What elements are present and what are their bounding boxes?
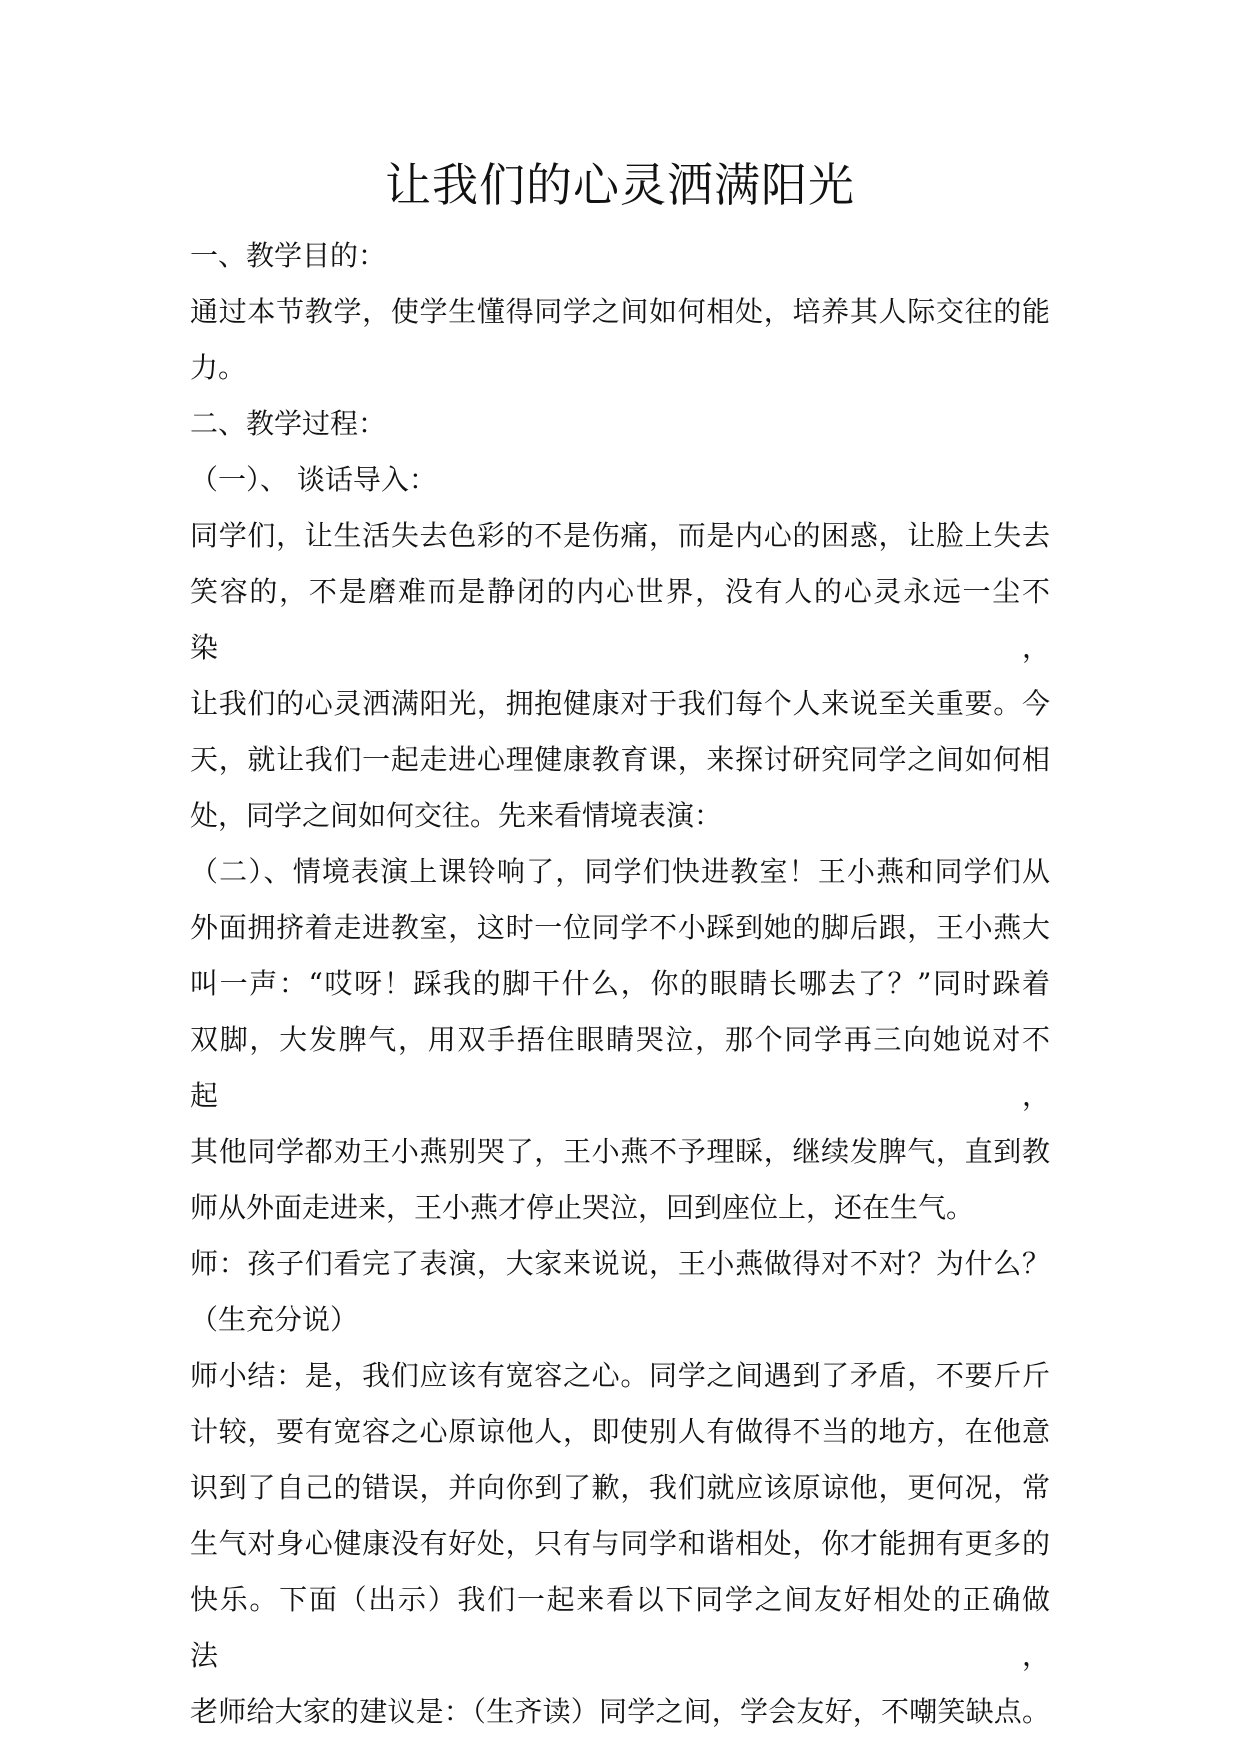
paragraph-line: 师小结：是，我们应该有宽容之心。同学之间遇到了矛盾，不要斤斤 [190,1359,1050,1392]
document-page [190,150,1050,1740]
paragraph-line: 双脚，大发脾气，用双手捂住眼睛哭泣，那个同学再三向她说对不起， [190,1023,1050,1112]
paragraph-line: 老师给大家的建议是：（生齐读）同学之间，学会友好，不嘲笑缺点。 [190,1695,1050,1728]
section-heading-goal: 一、教学目的： [190,239,387,272]
paragraph-line: 让我们的心灵洒满阳光，拥抱健康对于我们每个人来说至关重要。今 [190,687,1050,720]
paragraph-line: （生充分说） [190,1303,359,1336]
paragraph-line: 其他同学都劝王小燕别哭了，王小燕不予理睬，继续发脾气，直到教 [190,1135,1050,1168]
paragraph-line: 叫一声：“哎呀！踩我的脚干什么，你的眼睛长哪去了？”同时跺着 [190,967,1050,1000]
subsection-heading-intro: （一）、 谈话导入： [190,463,437,496]
paragraph-line: 通过本节教学，使学生懂得同学之间如何相处，培养其人际交往的能 [190,295,1050,328]
paragraph-line: 处，同学之间如何交往。先来看情境表演： [190,799,723,832]
paragraph-line: 同学们，让生活失去色彩的不是伤痛，而是内心的困惑，让脸上失去 [190,519,1050,552]
paragraph-line: 外面拥挤着走进教室，这时一位同学不小踩到她的脚后跟，王小燕大 [190,911,1050,944]
paragraph-line: 计较，要有宽容之心原谅他人，即使别人有做得不当的地方，在他意 [190,1415,1050,1448]
paragraph-line: 师：孩子们看完了表演，大家来说说，王小燕做得对不对？为什么？ [190,1247,1050,1280]
section-heading-process: 二、教学过程： [190,407,387,440]
paragraph-line: 快乐。下面（出示）我们一起来看以下同学之间友好相处的正确做法， [190,1583,1050,1672]
paragraph-line: 识到了自己的错误，并向你到了歉，我们就应该原谅他，更何况，常 [190,1471,1050,1504]
paragraph-line: （二）、情境表演上课铃响了，同学们快进教室！王小燕和同学们从 [190,855,1050,888]
paragraph-line: 师从外面走进来，王小燕才停止哭泣，回到座位上，还在生气。 [190,1191,975,1224]
document-title: 让我们的心灵洒满阳光 [385,158,855,212]
paragraph-line: 力。 [190,351,247,384]
paragraph-line: 笑容的，不是磨难而是静闭的内心世界，没有人的心灵永远一尘不染， [190,575,1050,664]
paragraph-line: 天，就让我们一起走进心理健康教育课，来探讨研究同学之间如何相 [190,743,1050,776]
paragraph-line: 生气对身心健康没有好处，只有与同学和谐相处，你才能拥有更多的 [190,1527,1050,1560]
